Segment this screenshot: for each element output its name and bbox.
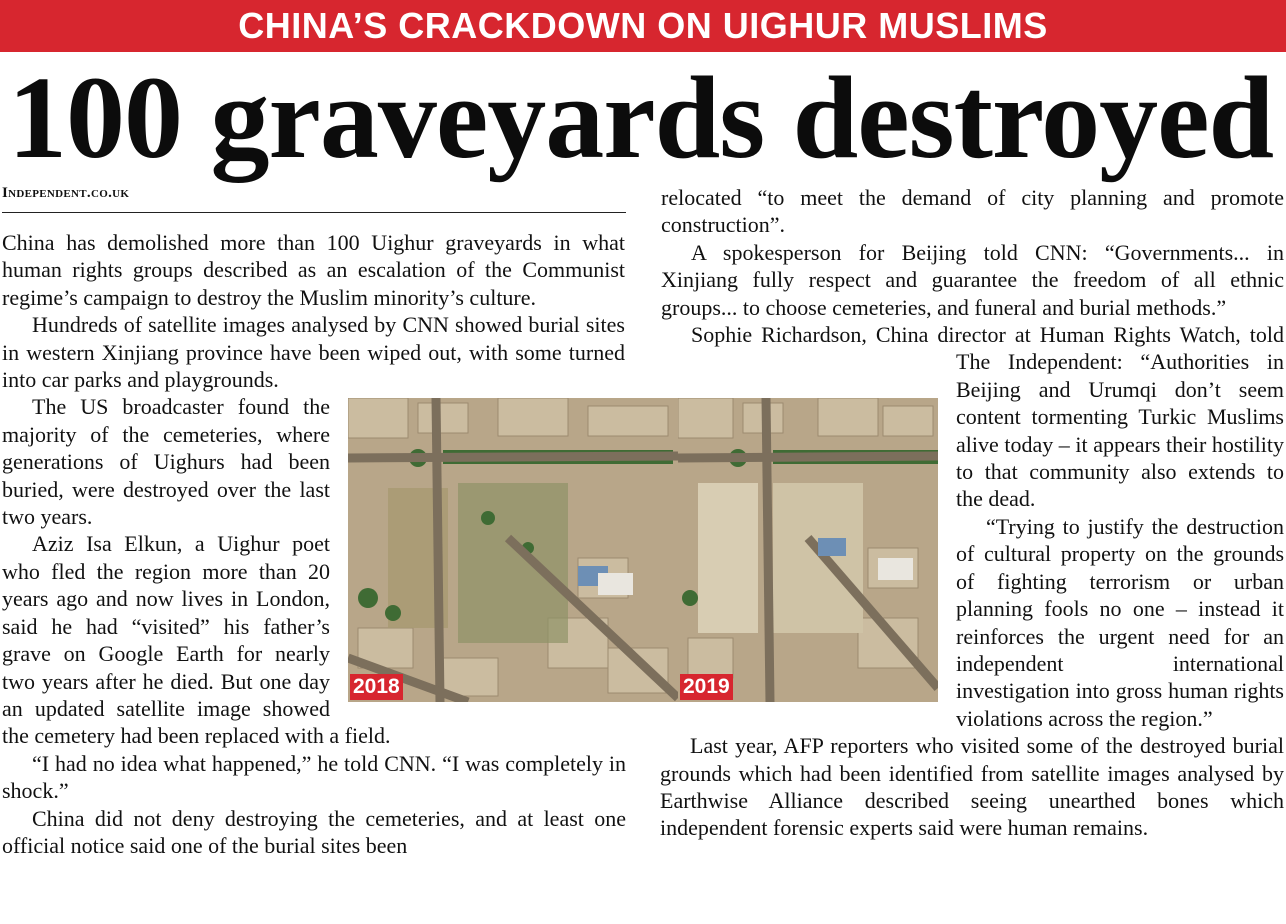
paragraph: Sophie Richardson, China director at Human Rights Watch, told The Independent: “Authorities in Beijing and Urumqi don’t seem content tormenting Turkic Muslims alive today – it appears their hostility to that community also extends to the dead. (691, 322, 1284, 512)
paragraph: A spokesperson for Beijing told CNN: “Governments... in Xinjiang fully respect and guarantee the freedom of all ethnic groups... to choose cemeteries, and funeral and burial methods.” (661, 239, 1284, 320)
paragraph: Last year, AFP reporters who visited some of the destroyed burial grounds which had been identified from satellite images analysed by Earthwise Alliance described seeing unearthed bones which independent forensic experts said were human remains. (660, 733, 1284, 841)
headline: 100 graveyards destroyed (8, 52, 1274, 183)
year-label-2019: 2019 (680, 674, 733, 700)
divider-rule (2, 212, 626, 213)
paragraph: The US broadcaster found the majority of the cemeteries, where generations of Uighurs had been buried, were destroyed over the last two years. (2, 394, 330, 530)
paragraph: China has demolished more than 100 Uighur graveyards in what human rights groups described as an escalation of the Communist regime’s campaign to destroy the Muslim minority’s culture. (2, 230, 625, 310)
paragraph: “I had no idea what happened,” he told CNN. “I was completely in shock.” (2, 750, 626, 804)
paragraph: China did not deny destroying the cemeteries, and at least one official notice said one of the burial sites been (2, 805, 626, 858)
satellite-image-2019 (678, 398, 938, 702)
paragraph: Aziz Isa Elkun, a Uighur poet who fled the region more than 20 years ago and now lives in London, said he had “visited” his father’s grave on Google Earth for nearly two years after he died. But one day an updated satellite image showed the cemetery had been replaced with a field. (2, 531, 391, 749)
paragraph: “Trying to justify the destruction of cultural property on the grounds of fighting terrorism or urban planning fools no one – instead it reinforces the urgent need for an independent international investigation into gross human rights violations across the region.” (956, 513, 1284, 731)
year-label-2018: 2018 (350, 674, 403, 700)
source-credit: Independent.co.uk (2, 185, 130, 201)
satellite-image-2018 (348, 398, 678, 702)
paragraph: Hundreds of satellite images analysed by CNN showed burial sites in western Xinjiang province have been wiped out, with some turned into car parks and playgrounds. (2, 312, 625, 393)
section-banner: CHINA’S CRACKDOWN ON UIGHUR MUSLIMS (0, 0, 1286, 52)
paragraph: relocated “to meet the demand of city planning and promote construction”. (661, 185, 1284, 238)
